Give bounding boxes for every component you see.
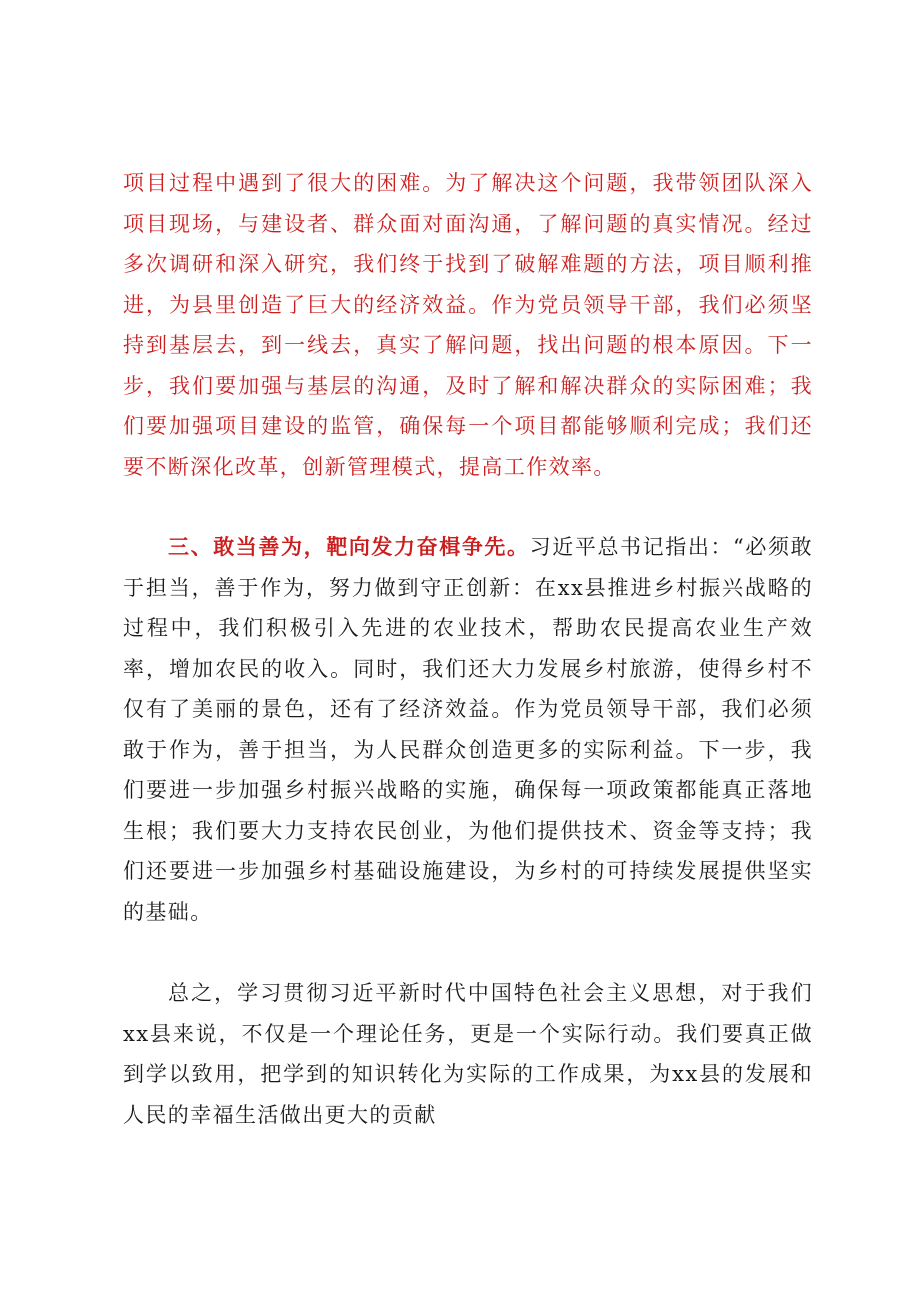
section-three-heading: 三、敢当善为，靶向发力奋楫争先。 bbox=[168, 534, 530, 559]
summary-paragraph: 总之，学习贯彻习近平新时代中国特色社会主义思想，对于我们xx县来说，不仅是一个理论任务，更是一个实际行动。我们要真正做到学以致用，把学到的知识转化为实际的工作成果，为xx县的发展和人民的幸福生活做出更大的贡献 bbox=[123, 981, 813, 1127]
paragraph-continuation: 项目过程中遇到了很大的困难。为了解决这个问题，我带领团队深入项目现场，与建设者、群众面对面沟通，了解问题的真实情况。经过多次调研和深入研究，我们终于找到了破解难题的方法，项目顺利推进，为县里创造了巨大的经济效益。作为党员领导干部，我们必须坚持到基层去，到一线去，真实了解问题，找出问题的根本原因。下一步，我们要加强与基层的沟通，及时了解和解决群众的实际困难；我们要加强项目建设的监管，确保每一个项目都能够顺利完成；我们还要不断深化改革，创新管理模式，提高工作效率。 bbox=[123, 171, 813, 479]
section-three-paragraph bbox=[123, 527, 813, 932]
section-three-body: 习近平总书记指出：“必须敢于担当，善于作为，努力做到守正创新：在xx县推进乡村振兴战略的过程中，我们积极引入先进的农业技术，帮助农民提高农业生产效率，增加农民的收入。同时，我们还大力发展乡村旅游，使得乡村不仅有了美丽的景色，还有了经济效益。作为党员领导干部，我们必须敢于作为，善于担当，为人民群众创造更多的实际利益。下一步，我们要进一步加强乡村振兴战略的实施，确保每一项政策都能真正落地生根；我们要大力支持农民创业，为他们提供技术、资金等支持；我们还要进一步加强乡村基础设施建设，为乡村的可持续发展提供坚实的基础。 bbox=[123, 535, 813, 924]
